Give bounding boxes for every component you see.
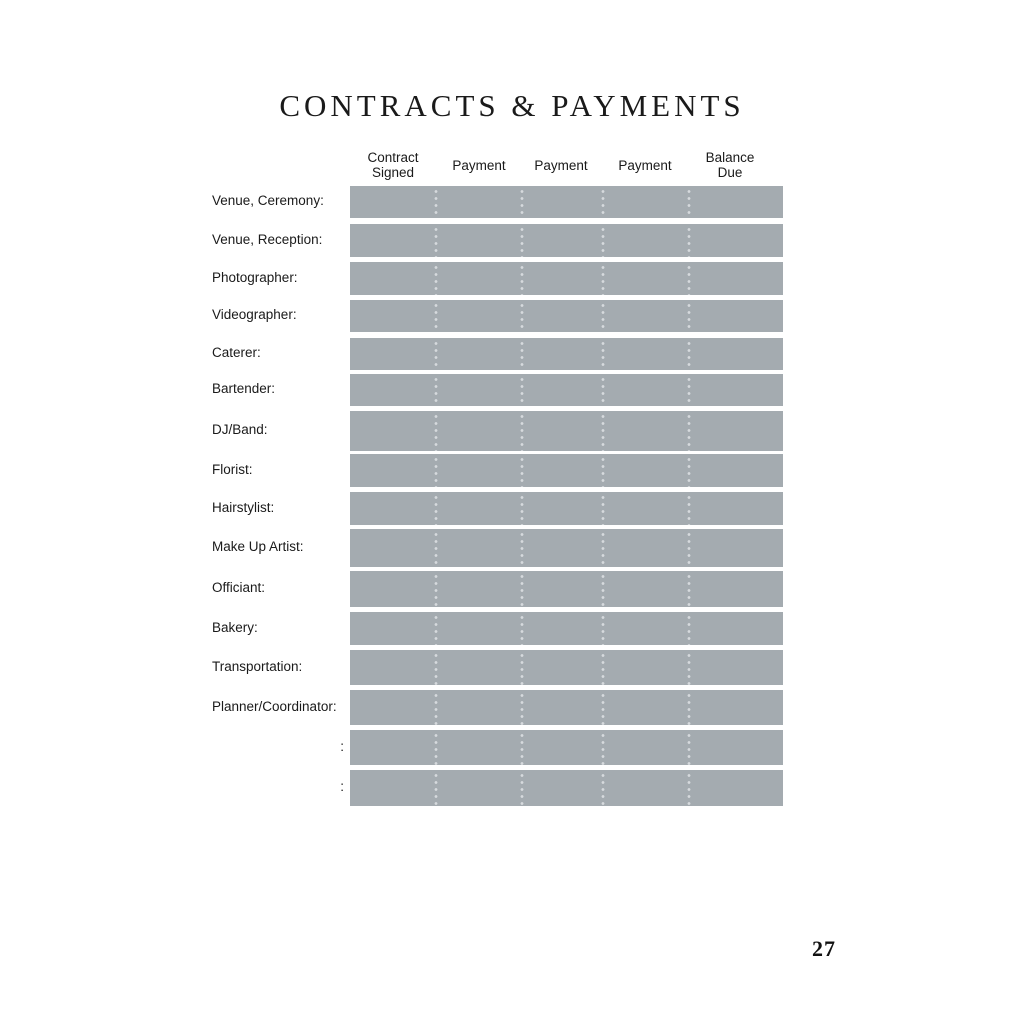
column-separator <box>520 770 524 806</box>
column-separator <box>434 374 438 406</box>
column-separator <box>520 224 524 257</box>
table-row-fields[interactable] <box>350 650 783 685</box>
column-separator <box>601 612 605 645</box>
column-separator <box>687 300 691 332</box>
column-separator <box>601 411 605 451</box>
table-row-fields[interactable] <box>350 690 783 725</box>
column-separator <box>687 186 691 218</box>
column-separator <box>687 730 691 765</box>
column-separator <box>520 411 524 451</box>
column-separator <box>687 571 691 607</box>
column-separator <box>434 454 438 487</box>
row-label: Transportation: <box>212 658 303 674</box>
column-header-payment-1 <box>436 148 522 182</box>
table-row-fields[interactable] <box>350 224 783 257</box>
column-separator <box>687 224 691 257</box>
column-separator <box>434 338 438 370</box>
column-separator <box>434 770 438 806</box>
column-separator <box>687 262 691 295</box>
column-separator <box>520 690 524 725</box>
row-label: : <box>340 779 344 794</box>
column-separator <box>520 492 524 525</box>
column-header-line: Contract <box>367 150 419 165</box>
column-separator <box>687 454 691 487</box>
table-row-fields[interactable] <box>350 492 783 525</box>
column-header-contract-signed <box>350 148 436 182</box>
column-separator <box>687 411 691 451</box>
column-separator <box>434 492 438 525</box>
column-separator <box>520 730 524 765</box>
column-header-line: Payment <box>618 157 672 173</box>
column-separator <box>520 571 524 607</box>
column-separator <box>601 186 605 218</box>
table-row-fields[interactable] <box>350 571 783 607</box>
column-separator <box>601 224 605 257</box>
table-row-fields[interactable] <box>350 770 783 806</box>
column-headers <box>350 148 783 182</box>
row-label: Officiant: <box>212 580 266 595</box>
row-label: Venue, Ceremony: <box>212 193 324 208</box>
column-separator <box>520 186 524 218</box>
row-label: Bartender: <box>212 381 276 396</box>
column-separator <box>520 338 524 370</box>
row-label: Hairstylist: <box>212 499 275 515</box>
column-separator <box>434 650 438 685</box>
column-separator <box>434 690 438 725</box>
column-separator <box>687 770 691 806</box>
column-separator <box>434 186 438 218</box>
column-separator <box>520 262 524 295</box>
column-separator <box>601 529 605 567</box>
column-separator <box>601 770 605 806</box>
table-row-fields[interactable] <box>350 338 783 370</box>
column-separator <box>520 374 524 406</box>
table-row-fields[interactable] <box>350 730 783 765</box>
column-header-payment-2 <box>520 148 602 182</box>
column-separator <box>434 224 438 257</box>
column-separator <box>520 650 524 685</box>
column-separator <box>601 338 605 370</box>
row-label: : <box>340 738 344 754</box>
column-separator <box>520 454 524 487</box>
column-header-line: Due <box>717 165 743 180</box>
column-separator <box>601 650 605 685</box>
column-separator <box>601 571 605 607</box>
table-row-fields[interactable] <box>350 612 783 645</box>
row-label: Venue, Reception: <box>212 231 323 247</box>
row-label: Planner/Coordinator: <box>212 698 337 714</box>
table-row-fields[interactable] <box>350 186 783 218</box>
column-header-line: Payment <box>452 157 506 173</box>
row-label: Make Up Artist: <box>212 539 304 554</box>
column-separator <box>434 529 438 567</box>
page-title: CONTRACTS & PAYMENTS <box>279 88 745 123</box>
column-separator <box>520 529 524 567</box>
column-separator <box>601 492 605 525</box>
table-row-fields[interactable] <box>350 529 783 567</box>
column-separator <box>601 730 605 765</box>
column-separator <box>687 690 691 725</box>
column-header-payment-3 <box>602 148 688 182</box>
column-separator <box>434 411 438 451</box>
column-separator <box>434 730 438 765</box>
table-row-fields[interactable] <box>350 300 783 332</box>
column-separator <box>520 300 524 332</box>
column-separator <box>687 650 691 685</box>
table-row-fields[interactable] <box>350 374 783 406</box>
column-separator <box>601 262 605 295</box>
column-separator <box>601 690 605 725</box>
column-header-balance-due <box>687 148 773 182</box>
column-separator <box>687 374 691 406</box>
column-separator <box>601 374 605 406</box>
table-row-fields[interactable] <box>350 454 783 487</box>
column-separator <box>434 571 438 607</box>
column-separator <box>434 612 438 645</box>
row-label: DJ/Band: <box>212 422 268 437</box>
column-header-line: Payment <box>534 157 588 173</box>
table-row-fields[interactable] <box>350 411 783 451</box>
column-separator <box>687 492 691 525</box>
column-separator <box>601 454 605 487</box>
column-separator <box>520 612 524 645</box>
column-header-line: Signed <box>371 165 415 180</box>
column-separator <box>434 262 438 295</box>
row-label: Videographer: <box>212 307 297 322</box>
row-label: Photographer: <box>212 269 298 285</box>
column-separator <box>687 612 691 645</box>
column-separator <box>687 529 691 567</box>
row-label: Caterer: <box>212 345 261 360</box>
row-label: Bakery: <box>212 619 258 635</box>
row-label: Florist: <box>212 461 253 477</box>
column-separator <box>434 300 438 332</box>
column-separator <box>687 338 691 370</box>
page-number: 27 <box>812 936 836 961</box>
column-separator <box>601 300 605 332</box>
table-row-fields[interactable] <box>350 262 783 295</box>
column-header-line: Balance <box>705 150 755 165</box>
